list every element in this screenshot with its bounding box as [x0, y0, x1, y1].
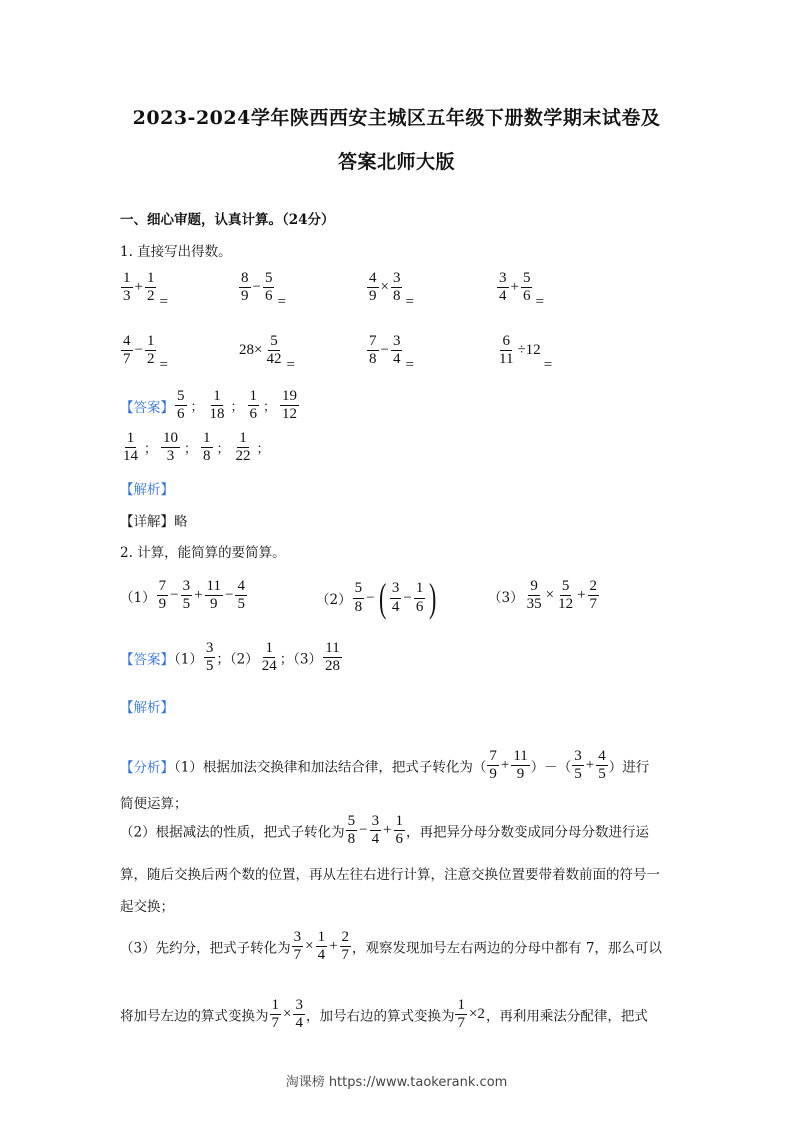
term: 28×	[239, 342, 263, 359]
fraction: $\frac{4}{5}$	[237, 578, 245, 613]
fenxi-line-2b: 算，随后交换后两个数的位置，再从左往右进行计算，注意交换位置要带着数前面的符号一	[120, 867, 660, 883]
answer-fraction: $\frac{19}{12}$	[282, 388, 298, 423]
answer-fraction: $\frac{1}{6}$	[249, 388, 258, 423]
fraction: $\frac{3}{4}$	[295, 997, 303, 1032]
fraction: $\frac{1}{6}$	[395, 813, 404, 848]
operator: ×	[305, 938, 314, 955]
question-2-label: 2. 计算，能简算的要简算。	[120, 545, 286, 561]
fenxi-line-4	[120, 997, 648, 1033]
q1-expression	[238, 333, 295, 374]
parenthesis: (	[378, 575, 386, 620]
separator: ；	[190, 400, 204, 416]
separator: ；	[184, 442, 198, 458]
q2-expression	[316, 575, 440, 620]
answer-fraction: $\frac{3}{5}$	[205, 640, 214, 675]
operator: −	[170, 587, 179, 604]
operator: ×	[283, 1006, 292, 1023]
fenxi-line-2c: 起交换；	[120, 899, 174, 915]
fraction: $\frac{2}{7}$	[589, 578, 598, 613]
q1-expression	[496, 270, 544, 311]
fraction: $\frac{6}{11}$	[499, 333, 514, 368]
text: ）进行	[608, 759, 650, 776]
fraction: $\frac{3}{5}$	[574, 748, 582, 783]
item-number: （1）	[120, 589, 156, 606]
equals-sign: =	[405, 357, 414, 374]
term: ×2	[468, 1006, 485, 1023]
question-1-label: 1. 直接写出得数。	[120, 244, 232, 260]
separator: ；	[230, 400, 244, 416]
answer-fraction: $\frac{11}{28}$	[325, 640, 341, 675]
q1-expression	[120, 333, 168, 374]
operator: +	[383, 822, 392, 839]
fraction: $\frac{7}{9}$	[158, 578, 167, 613]
q2-answer	[120, 640, 343, 676]
answer-tag-2: 【答案】	[120, 651, 174, 668]
operator: +	[329, 938, 338, 955]
separator: ；	[256, 442, 270, 458]
fraction: $\frac{3}{5}$	[182, 578, 191, 613]
q1-expression	[238, 270, 286, 311]
answer-fraction: $\frac{5}{6}$	[177, 388, 185, 423]
separator: ；	[263, 400, 277, 416]
fenxi-line-2	[120, 813, 649, 849]
fraction: $\frac{5}{8}$	[354, 580, 363, 615]
fraction: $\frac{9}{35}$	[526, 578, 542, 613]
fraction: $\frac{1}{3}$	[123, 270, 131, 305]
fraction: $\frac{11}{9}$	[206, 578, 221, 613]
text: ，加号右边的算式变换为	[305, 1008, 455, 1025]
fraction: $\frac{11}{9}$	[513, 748, 528, 783]
fraction: $\frac{5}{6}$	[522, 270, 531, 305]
operator: −	[366, 589, 375, 606]
detail-line: 【详解】略	[120, 514, 188, 530]
equals-sign: =	[405, 294, 414, 311]
q1-expression	[366, 270, 414, 311]
equals-sign: =	[277, 294, 286, 311]
equals-sign: =	[159, 357, 168, 374]
answer-fraction: $\frac{1}{14}$	[123, 430, 138, 465]
fraction: $\frac{1}{7}$	[271, 997, 279, 1032]
operator: +	[585, 757, 595, 774]
answer-label: ；（3）	[279, 651, 323, 668]
answer-label: ；（2）	[216, 651, 259, 668]
text: （2）根据减法的性质，把式子转化为	[120, 824, 345, 841]
fraction: $\frac{5}{12}$	[558, 578, 574, 613]
operator: +	[500, 757, 510, 774]
q1-expression	[366, 333, 414, 374]
operator: +	[134, 279, 143, 296]
fraction: $\frac{5}{42}$	[266, 333, 282, 368]
text: （1）根据加法交换律和加法结合律，把式子转化为（	[174, 759, 487, 776]
text: ，再把异分母分数变成同分母分数进行运	[406, 824, 650, 841]
operator: ×	[545, 587, 555, 604]
fraction: $\frac{2}{7}$	[341, 929, 350, 964]
fraction: $\frac{4}{7}$	[123, 333, 131, 368]
text: （3）先约分，把式子转化为	[120, 940, 291, 957]
equals-sign: =	[159, 294, 168, 311]
equals-sign: =	[535, 294, 544, 311]
text: 将加号左边的算式变换为	[120, 1008, 269, 1025]
fraction: $\frac{1}{2}$	[146, 333, 155, 368]
operator: −	[380, 342, 389, 359]
fraction: $\frac{4}{9}$	[369, 270, 377, 305]
fraction: $\frac{1}{7}$	[457, 997, 465, 1032]
answer-fraction: $\frac{1}{18}$	[209, 388, 225, 423]
answer-fraction: $\frac{1}{8}$	[203, 430, 211, 465]
answer-fraction: $\frac{1}{22}$	[235, 430, 251, 465]
fraction: $\frac{3}{4}$	[392, 333, 401, 368]
fenxi-line-3	[120, 929, 662, 965]
fraction: $\frac{3}{4}$	[371, 813, 380, 848]
fraction: $\frac{7}{8}$	[369, 333, 377, 368]
operator: −	[224, 587, 234, 604]
answer-label: （1）	[174, 651, 203, 668]
section-heading: 一、细心审题，认真计算。（24分）	[120, 212, 335, 228]
analysis-tag-2: 【解析】	[120, 700, 174, 716]
text: ）－（	[530, 759, 572, 776]
item-number: （3）	[488, 589, 524, 606]
parenthesis: )	[429, 575, 437, 620]
fraction: $\frac{3}{8}$	[392, 270, 401, 305]
operator: −	[252, 279, 261, 296]
text: ，再利用乘法分配律，把式	[485, 1008, 648, 1025]
fraction: $\frac{5}{6}$	[264, 270, 273, 305]
answer-fraction: $\frac{1}{24}$	[261, 640, 277, 675]
operator: ÷12	[517, 342, 541, 359]
title-line-1: 2023-2024学年陕西西安主城区五年级下册数学期末试卷及	[132, 107, 661, 129]
answer-tag: 【答案】	[120, 399, 174, 416]
fraction: $\frac{3}{4}$	[391, 580, 400, 615]
fraction: $\frac{4}{5}$	[598, 748, 606, 783]
operator: ×	[380, 279, 389, 296]
q1-expression	[496, 333, 552, 374]
operator: −	[359, 822, 368, 839]
footer-watermark: 淘课榜 https://www.taokerank.com	[285, 1075, 508, 1090]
fraction: $\frac{7}{9}$	[489, 748, 497, 783]
item-number: （2）	[316, 592, 352, 608]
fraction: $\frac{3}{7}$	[293, 929, 302, 964]
separator: ；	[216, 442, 230, 458]
q2-expression	[120, 578, 248, 614]
operator: +	[194, 587, 203, 604]
q1-answer-row-2	[120, 430, 273, 466]
title-line-2: 答案北师大版	[337, 151, 455, 173]
fraction: $\frac{5}{8}$	[347, 813, 356, 848]
fraction: $\frac{1}{2}$	[146, 270, 155, 305]
operator: +	[510, 279, 519, 296]
operator: −	[403, 589, 412, 606]
fenxi-tag: 【分析】	[120, 759, 174, 776]
analysis-tag: 【解析】	[120, 482, 174, 498]
operator: −	[134, 342, 143, 359]
equals-sign: =	[543, 357, 553, 374]
answer-fraction: $\frac{10}{3}$	[163, 430, 179, 465]
separator: ；	[144, 442, 158, 458]
fraction: $\frac{3}{4}$	[499, 270, 507, 305]
fraction: $\frac{1}{6}$	[415, 580, 424, 615]
q1-expression	[120, 270, 168, 311]
fraction: $\frac{8}{9}$	[241, 270, 249, 305]
text: ，观察发现加号左右两边的分母中都有 7，那么可以	[352, 940, 662, 957]
equals-sign: =	[286, 357, 295, 374]
fenxi-line-1b: 简便运算；	[120, 796, 188, 812]
operator: +	[577, 587, 586, 604]
fraction: $\frac{1}{4}$	[317, 929, 326, 964]
q1-answer-row-1	[120, 388, 300, 424]
fenxi-line-1	[120, 748, 649, 784]
q2-expression	[488, 578, 600, 614]
